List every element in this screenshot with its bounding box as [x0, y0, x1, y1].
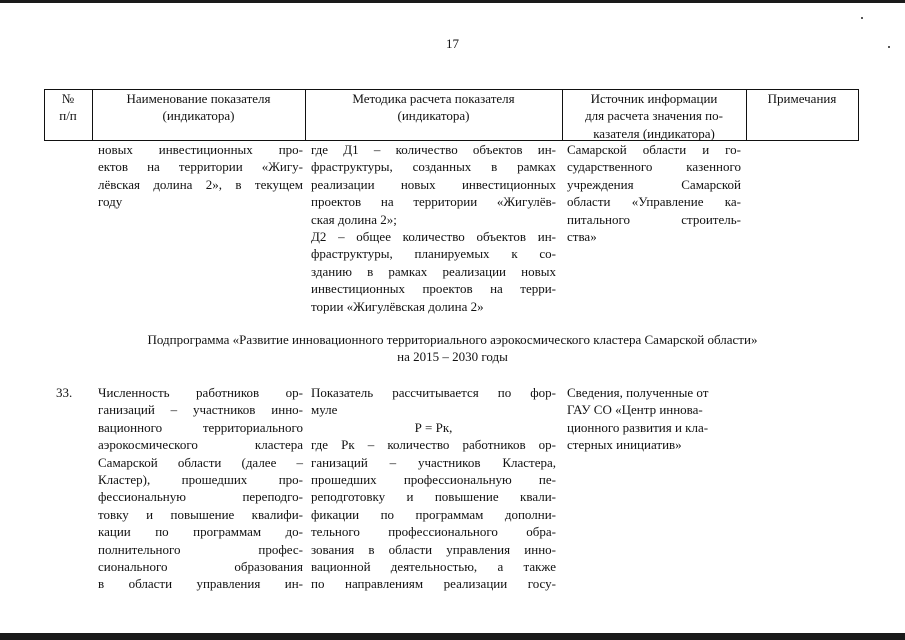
text-line: проектов на территории «Жигулёв- [311, 194, 556, 210]
text-line: ганизаций – участников инно- [98, 402, 303, 418]
text-line: реализации новых инвестиционных [311, 176, 556, 192]
header-text: Методика расчета показателя [352, 91, 515, 106]
scan-edge-top [0, 0, 905, 3]
text-line: ская долина 2»; [311, 211, 397, 227]
text-line: Самарской области (далее – [98, 454, 303, 470]
text-line: вационной деятельностью, а также [311, 559, 556, 575]
header-text: Источник информации [590, 91, 718, 106]
text-line: полнительного профес- [98, 541, 303, 557]
text-line: товку и повышение квалифи- [98, 506, 303, 522]
row-method-cell [311, 384, 556, 593]
row-name-cell [98, 141, 303, 211]
text-line: вационного территориального [98, 419, 303, 435]
text-line: учреждения Самарской [567, 176, 741, 192]
text-line: где Рк – количество работников ор- [311, 437, 556, 453]
text-line: реподготовку и повышение квали- [311, 489, 556, 505]
header-divider [92, 89, 93, 141]
subprogram-years: на 2015 – 2030 годы [397, 349, 508, 365]
text-line: стерных инициатив» [567, 437, 682, 453]
text-line: Самарской области и го- [567, 142, 741, 157]
text-line: где Д1 – количество объектов ин- [311, 142, 556, 157]
header-text: (индикатора) [397, 108, 470, 124]
text-line: сударственного казенного [567, 159, 741, 175]
header-text: для расчета значения по- [585, 108, 723, 124]
header-col-number [48, 90, 88, 125]
text-line: по направлениям реализации госу- [311, 576, 556, 592]
text-line: ганизаций – участников Кластера, [311, 454, 556, 470]
header-col-notes [750, 90, 854, 107]
header-divider [44, 89, 45, 141]
header-divider [562, 89, 563, 141]
header-text: № п/п [59, 91, 77, 124]
header-divider [858, 89, 859, 141]
text-line: сионального образования [98, 559, 303, 575]
scan-edge-bottom [0, 633, 905, 640]
text-line: Кластер), прошедших про- [98, 472, 303, 488]
page-number: 17 [446, 36, 459, 51]
text-line: аэрокосмического кластера [98, 437, 303, 453]
text-line: зования в области управления инно- [311, 541, 556, 557]
header-divider [746, 89, 747, 141]
text-line: году [98, 194, 123, 210]
text-line: кации по программам до- [98, 524, 303, 540]
row-name-cell [98, 384, 303, 593]
scan-speck [861, 17, 863, 19]
text-line: фессиональную переподго- [98, 489, 303, 505]
header-text: Примечания [767, 91, 837, 106]
text-line: ектов на территории «Жигу- [98, 159, 303, 175]
text-line: в области управления ин- [98, 576, 303, 592]
subprogram-title: Подпрограмма «Развитие инновационного территориального аэрокосмического кластера Самарской области» [147, 332, 758, 347]
text-line: области «Управление ка- [567, 194, 741, 210]
row-number: 33. [56, 385, 73, 400]
header-col-method [309, 90, 558, 125]
text-line: тельного профессионального обра- [311, 524, 556, 540]
row-source-cell [567, 384, 741, 454]
header-col-source [566, 90, 742, 142]
formula: Р = Рк, [414, 419, 453, 435]
text-line: зданию в рамках реализации новых [311, 263, 556, 279]
text-line: Сведения, полученные от [567, 385, 709, 400]
header-text: (индикатора) [162, 108, 235, 124]
subprogram-heading [60, 331, 845, 366]
text-line: Численность работников ор- [98, 385, 303, 400]
text-line: инвестиционных проектов на терри- [311, 281, 556, 297]
text-line: фраструктуры, созданных в рамках [311, 159, 556, 175]
text-line: ционного развития и кла- [567, 419, 709, 435]
text-line: муле [311, 402, 338, 418]
text-line: прошедших профессиональную пе- [311, 472, 556, 488]
text-line: фраструктуры, планируемых к со- [311, 246, 556, 262]
header-divider [305, 89, 306, 141]
text-line: новых инвестиционных про- [98, 142, 303, 157]
text-line: ства» [567, 229, 597, 245]
text-line: ГАУ СО «Центр иннова- [567, 402, 703, 418]
header-col-name [96, 90, 301, 125]
row-source-cell [567, 141, 741, 245]
header-text: Наименование показателя [126, 91, 271, 106]
text-line: лёвская долина 2», в текущем [98, 176, 303, 192]
text-line: фикации по программам дополни- [311, 506, 556, 522]
row-method-cell [311, 141, 556, 315]
text-line: Д2 – общее количество объектов ин- [311, 229, 556, 245]
text-line: Показатель рассчитывается по фор- [311, 385, 556, 400]
header-text: казателя (индикатора) [593, 125, 715, 141]
text-line: тории «Жигулёвская долина 2» [311, 298, 484, 314]
text-line: питального строитель- [567, 211, 741, 227]
